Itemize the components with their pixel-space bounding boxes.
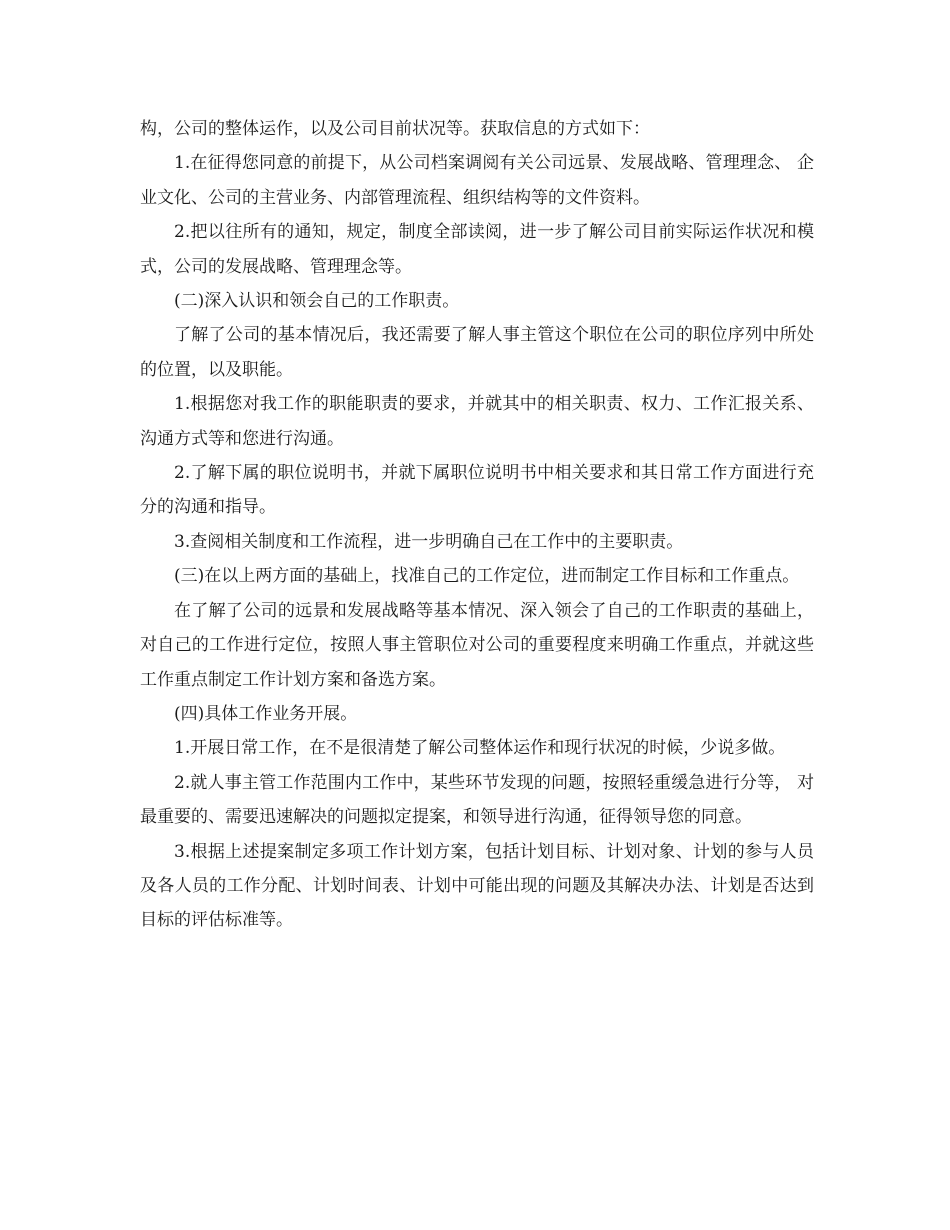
- paragraph: 1.开展日常工作，在不是很清楚了解公司整体运作和现行状况的时候，少说多做。: [174, 738, 786, 759]
- section-heading: (四)具体工作业务开展。: [174, 703, 358, 724]
- paragraph: 2.把以往所有的通知，规定，制度全部读阅，进一步了解公司目前实际运作状况和模式，公司的发展战略、管理理念等。: [140, 222, 814, 277]
- paragraph: 1.根据您对我工作的职能职责的要求，并就其中的相关职责、权力、工作汇报关系、沟通方式等和您进行沟通。: [140, 394, 814, 449]
- paragraph: 1.在征得您同意的前提下，从公司档案调阅有关公司远景、发展战略、管理理念、 企业文化、公司的主营业务、内部管理流程、组织结构等的文件资料。: [140, 153, 814, 208]
- section-heading: (三)在以上两方面的基础上，找准自己的工作定位，进而制定工作目标和工作重点。: [174, 566, 800, 587]
- paragraph: 在了解了公司的远景和发展战略等基本情况、深入领会了自己的工作职责的基础上，对自己的工作进行定位，按照人事主管职位对公司的重要程度来明确工作重点，并就这些工作重点制定工作计划方案和备选方案。: [140, 600, 814, 690]
- paragraph: 3.查阅相关制度和工作流程，进一步明确自己在工作中的主要职责。: [174, 531, 684, 552]
- section-heading: (二)深入认识和领会自己的工作职责。: [174, 291, 460, 312]
- paragraph: 3.根据上述提案制定多项工作计划方案，包括计划目标、计划对象、计划的参与人员及各人员的工作分配、计划时间表、计划中可能出现的问题及其解决办法、计划是否达到目标的评估标准等。: [140, 841, 814, 931]
- paragraph: 构，公司的整体运作，以及公司目前状况等。获取信息的方式如下：: [140, 119, 650, 139]
- paragraph: 2.了解下属的职位说明书，并就下属职位说明书中相关要求和其日常工作方面进行充分的沟通和指导。: [140, 463, 814, 518]
- paragraph: 了解了公司的基本情况后，我还需要了解人事主管这个职位在公司的职位序列中所处的位置，以及职能。: [140, 325, 814, 380]
- document-body: [140, 112, 814, 938]
- paragraph: 2.就人事主管工作范围内工作中，某些环节发现的问题，按照轻重缓急进行分等， 对最重要的、需要迅速解决的问题拟定提案，和领导进行沟通，征得领导您的同意。: [140, 772, 814, 828]
